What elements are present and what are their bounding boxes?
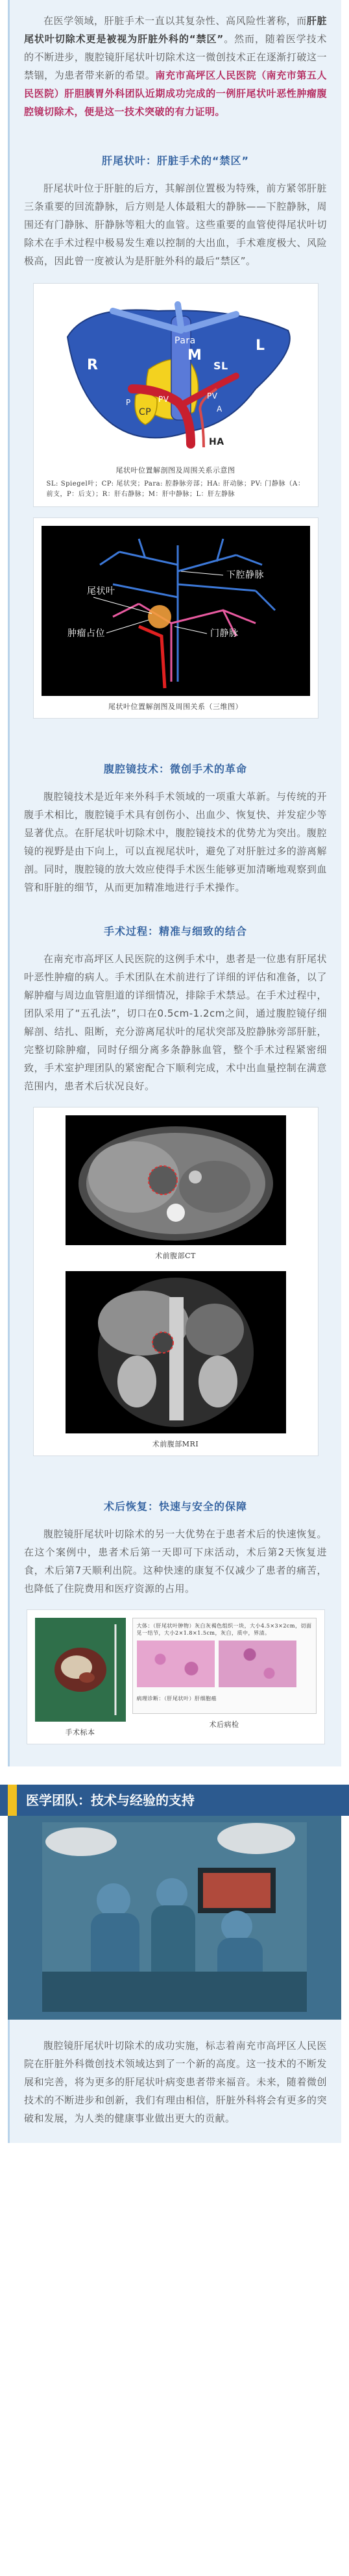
- section1-block: [8, 132, 341, 741]
- slide-image-2: [219, 1641, 296, 1687]
- anatomy-figure-note: SL: Spiegel叶；CP: 尾状突；Para: 腔静脉旁部；HA: 肝动脉；PV: 门静脉（A：前支，P：后支）；R：肝右静脉；M：肝中静脉；L：肝左静脉: [46, 480, 305, 498]
- reconstruction-render: [42, 526, 310, 696]
- postop-figure: [27, 1609, 325, 1744]
- label-CP: CP: [138, 407, 151, 417]
- mri-scan: [66, 1271, 286, 1433]
- label-A: A: [216, 404, 223, 414]
- section2-title: 腹腔镜技术：微创手术的革命: [103, 763, 247, 775]
- slide-image-1: [137, 1641, 215, 1687]
- team-banner: [0, 1785, 349, 1816]
- label-PV-A: PV: [206, 391, 217, 401]
- pathology-panel: [132, 1618, 317, 1731]
- mri-image: [66, 1271, 286, 1433]
- anatomy-diagram: [42, 291, 310, 454]
- pathology-diagnosis: 病理诊断：（肝尾状叶）肝细胞癌: [136, 1696, 217, 1702]
- reconstruction-figure: [33, 517, 319, 719]
- intro-text-d: 南充市高坪区人民医院（南充市第五人民医院）肝胆胰胃外科团队近期成功完成的一例肝尾状叶恶性肿瘤腹腔镜切除术，便是这一技术突破的有力证明。: [24, 69, 327, 118]
- reconstruction-figure-caption: 尾状叶位置解剖图及周围关系（三维图）: [108, 702, 243, 711]
- specimen-photo: [35, 1618, 126, 1722]
- section4-title: 术后恢复：快速与安全的保障: [103, 1500, 247, 1513]
- pathology-report: [132, 1618, 317, 1714]
- section4-paragraph: 腹腔镜肝尾状叶切除术的另一大优势在于患者术后的快速恢复。在这个案例中，患者术后第一天即可下床活动，术后第2天恢复进食，术后第7天顺利出院。这种快速的康复不仅减少了患者的痛苦，也降低了住院费用和医疗资源的占用。: [24, 1528, 327, 1594]
- anatomy-figure: [33, 283, 319, 507]
- specimen-image: [35, 1618, 126, 1722]
- team-banner-title: 医学团队：技术与经验的支持: [26, 1792, 195, 1808]
- label-ivc: 下腔静脉: [226, 570, 264, 580]
- closing-block: [8, 2020, 341, 2143]
- team-photo-frame: [8, 1816, 341, 2020]
- pathology-slides: [137, 1641, 312, 1687]
- label-P: P: [125, 398, 131, 407]
- label-SL: SL: [213, 360, 228, 372]
- pathology-report-header: 大体：（肝尾状叶肿物）灰白灰褐色组织一块，大小4.5×3×2cm，切面见一结节，大小2×1.8×1.5cm，灰白，质中，界清。: [136, 1623, 312, 1636]
- section3-title: 手术过程：精准与细致的结合: [103, 925, 247, 937]
- reconstruction-image: [42, 526, 310, 696]
- intro-text-a: 在医学领域，肝脏手术一直以其复杂性、高风险性著称，而: [43, 15, 307, 27]
- intro-text-b: 肝脏尾状叶切除术更是被视为肝脏外科的“禁区”: [24, 15, 327, 45]
- ct-image: [66, 1115, 286, 1245]
- surgery-team-photo: [42, 1822, 307, 2012]
- section2-block: [8, 741, 341, 1478]
- label-M: M: [187, 347, 202, 364]
- label-R: R: [86, 357, 98, 373]
- label-portal-vein: 门静脉: [210, 628, 238, 639]
- label-L: L: [255, 338, 265, 354]
- intro-text-c: 。然而，随着医学技术的不断进步，腹腔镜肝尾状叶切除术这一微创技术正在逐渐打破这一禁锢，为患者带来新的希望。: [24, 33, 327, 81]
- imaging-figure: [33, 1107, 319, 1456]
- section3-paragraph: 在南充市高坪区人民医院的这例手术中，患者是一位患有肝尾状叶恶性肿瘤的病人。手术团队在术前进行了详细的评估和准备，以了解肿瘤与周边血管胆道的详细情况，排除手术禁忌。在手术过程中，团队采用了“五孔法”，切口在0.5cm-1.2cm之间，通过腹腔镜仔细解剖、结扎、阻断，充分游离尾状叶的尾状突部及腔静脉旁部肝脏，完整切除肿瘤，同时仔细分离多条静脉血管，整个手术过程紧密细致，手术室护理团队的紧密配合下顺利完成，术中出血量控制在满意范围内，患者术后状况良好。: [24, 953, 327, 1092]
- label-Para: Para: [174, 336, 196, 346]
- label-caudate: 尾状叶: [86, 586, 115, 597]
- mri-caption: 术前腹部MRI: [152, 1440, 199, 1448]
- ct-caption: 术前腹部CT: [155, 1252, 196, 1260]
- label-HA: HA: [208, 437, 224, 447]
- section1-title: 肝尾状叶：肝脏手术的“禁区”: [101, 155, 250, 167]
- label-tumor: 肿瘤占位: [67, 628, 105, 639]
- closing-paragraph: 腹腔镜肝尾状叶切除术的成功实施，标志着南充市高坪区人民医院在肝脏外科微创技术领域达到了一个新的高度。这一技术的不断发展和完善，将为更多的肝尾状叶病变患者带来福音。未来，随着微创技术的不断进步和创新，我们有理由相信，肝脏外科将会有更多的突破和发展，为人类的健康事业做出更大的贡献。: [24, 2040, 327, 2124]
- label-PV-P: PV: [158, 395, 169, 404]
- section1-paragraph: 肝尾状叶位于肝脏的后方，其解剖位置极为特殊，前方紧邻肝脏三条重要的回流静脉，后方则是人体最粗大的静脉——下腔静脉，周围还有门静脉、肝静脉等粗大的血管。这些重要的血管使得尾状叶切除术在手术过程中极易发生难以控制的大出血，手术难度极大、风险极高，因此曾一度被认为是肝脏外科的最后“禁区”。: [24, 182, 327, 267]
- intro-paragraph: [24, 12, 327, 121]
- section4-block: [8, 1478, 341, 1766]
- intro-block: [8, 0, 341, 132]
- pathology-caption: 术后病检: [209, 1720, 239, 1729]
- surgery-team-illustration: [42, 1822, 307, 2012]
- ct-scan: [66, 1115, 286, 1245]
- anatomy-figure-caption: 尾状叶位置解剖图及周围关系示意图: [115, 466, 235, 475]
- section2-paragraph: 腹腔镜技术是近年来外科手术领域的一项重大革新。与传统的开腹手术相比，腹腔镜手术具有创伤小、出血少、恢复快、并发症少等显著优点。在肝尾状叶切除术中，腹腔镜技术的优势尤为突出。腹腔镜的视野是由下向上，可以直视尾状叶，避免了对肝脏过多的游离解剖。同时，腹腔镜的放大效应使得手术医生能够更加清晰地观察到血管和肝脏的细节，从而更加精准地进行手术操作。: [24, 791, 327, 893]
- specimen-panel: [35, 1618, 126, 1739]
- specimen-caption: 手术标本: [65, 1728, 95, 1737]
